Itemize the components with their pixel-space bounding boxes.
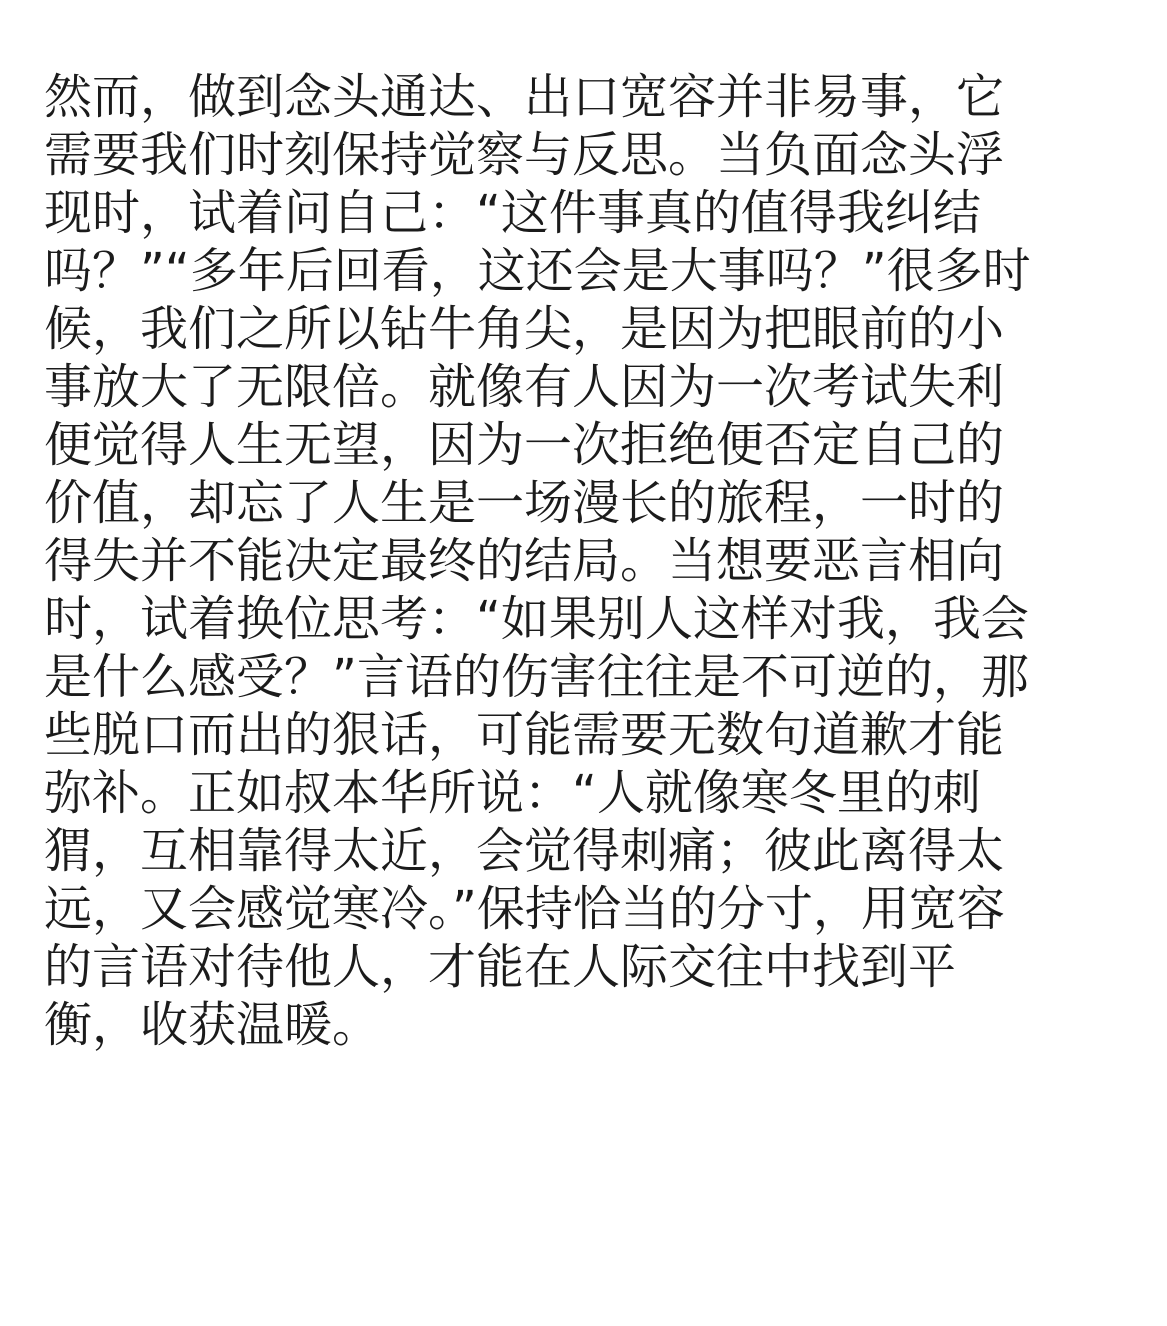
text-line-10: 时，试着换位思考：“如果别人这样对我，我会 — [44, 591, 1029, 647]
text-line-2: 需要我们时刻保持觉察与反思。当负面念头浮 — [44, 127, 1005, 183]
text-line-14: 猬，互相靠得太近，会觉得刺痛；彼此离得太 — [44, 823, 1005, 879]
text-line-8: 价值，却忘了人生是一场漫长的旅程，一时的 — [44, 475, 1005, 531]
text-line-4: 吗？”“多年后回看，这还会是大事吗？”很多时 — [44, 243, 1031, 299]
text-line-6: 事放大了无限倍。就像有人因为一次考试失利 — [44, 359, 1005, 415]
text-line-15: 远，又会感觉寒冷。”保持恰当的分寸，用宽容 — [44, 881, 1005, 937]
text-line-16: 的言语对待他人，才能在人际交往中找到平 — [44, 939, 957, 995]
text-line-3: 现时，试着问自己：“这件事真的值得我纠结 — [44, 185, 981, 241]
text-line-1: 然而，做到念头通达、出口宽容并非易事，它 — [44, 69, 1005, 125]
paragraph — [44, 68, 1154, 1054]
text-line-13: 弥补。正如叔本华所说：“人就像寒冬里的刺 — [44, 765, 981, 821]
text-line-12: 些脱口而出的狠话，可能需要无数句道歉才能 — [44, 707, 1005, 763]
text-line-7: 便觉得人生无望，因为一次拒绝便否定自己的 — [44, 417, 1005, 473]
text-line-5: 候，我们之所以钻牛角尖，是因为把眼前的小 — [44, 301, 1005, 357]
text-line-11: 是什么感受？”言语的伤害往往是不可逆的，那 — [44, 649, 1029, 705]
text-line-9: 得失并不能决定最终的结局。当想要恶言相向 — [44, 533, 1005, 589]
text-line-17: 衡，收获温暖。 — [44, 997, 381, 1053]
